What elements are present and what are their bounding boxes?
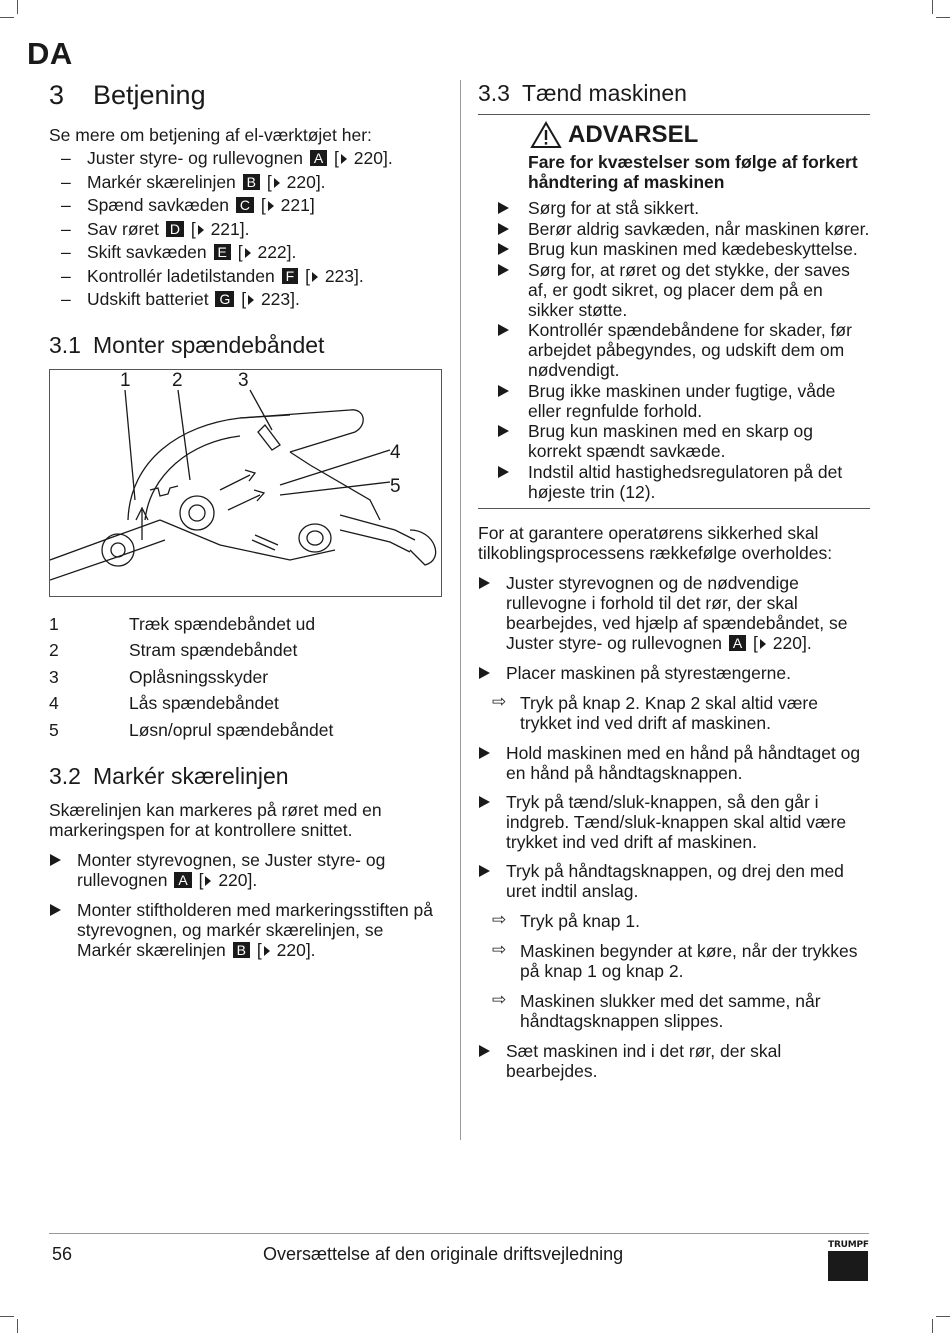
result-item: ⇨ Tryk på knap 1. — [492, 909, 640, 931]
page-ref-arrow-icon — [341, 154, 347, 164]
startup-steps — [478, 1041, 870, 1081]
operation-list — [49, 147, 441, 312]
result-arrow-icon: ⇨ — [492, 939, 507, 959]
startup-steps — [478, 743, 870, 901]
bullet-triangle-icon — [498, 202, 509, 214]
step-item: Placer maskinen på styrestængerne. — [478, 663, 870, 683]
page-ref-link[interactable]: 222]. — [257, 242, 297, 262]
page-ref-arrow-icon — [245, 248, 251, 258]
result-list — [478, 911, 870, 1031]
machine-illustration — [50, 370, 441, 596]
warning-item: Brug kun maskinen med en skarp og korrekt spændt savkæde. — [478, 421, 870, 461]
list-item: – Udskift batteriet G [ 223]. — [61, 289, 300, 309]
key-badge: E — [214, 244, 231, 260]
right-column — [478, 80, 870, 1081]
page-ref-link[interactable]: 221] — [280, 195, 315, 215]
footer-title: Oversættelse af den originale driftsvejledning — [263, 1244, 624, 1264]
list-item: – Spænd savkæden C [ 221] — [61, 195, 315, 215]
page-ref-link[interactable]: 220]. — [276, 940, 316, 960]
page-number: 56 — [52, 1244, 73, 1264]
page-ref-link[interactable]: 221]. — [210, 218, 250, 239]
bullet-triangle-icon — [498, 243, 509, 255]
page-ref-link[interactable]: 220]. — [218, 870, 258, 890]
warning-subtitle: Fare for kvæstelser som følge af forkert håndtering af maskinen — [528, 152, 858, 192]
chapter-heading: 3 Betjening — [49, 80, 206, 110]
figure-label-4: 4 — [390, 441, 401, 463]
intro-text: Se mere om betjening af el-værktøjet her: — [49, 125, 372, 145]
warning-item: Indstil altid hastighedsregulatoren på det højeste trin (12). — [478, 462, 870, 502]
left-column — [49, 80, 441, 960]
key-badge: D — [166, 221, 184, 237]
list-item: – Kontrollér ladetilstanden F [ 223]. — [61, 265, 364, 286]
startup-steps — [478, 573, 870, 683]
page-ref-link[interactable]: 220]. — [286, 171, 326, 192]
bullet-triangle-icon — [50, 854, 61, 866]
list-item: – Juster styre- og rullevognen A [ 220]. — [61, 148, 393, 168]
list-item: – Sav røret D [ 221]. — [61, 218, 250, 239]
result-arrow-icon: ⇨ — [492, 691, 507, 711]
result-arrow-icon: ⇨ — [492, 909, 507, 929]
safety-paragraph: For at garantere operatørens sikkerhed skal tilkoblingsprocessens rækkefølge overholdes: — [478, 522, 833, 563]
key-badge: A — [729, 635, 746, 651]
step-item: Tryk på håndtagsknappen, og drej den med uret indtil anslag. — [478, 861, 870, 901]
page-ref-link[interactable]: 223]. — [324, 265, 364, 286]
page-ref-link[interactable]: 223]. — [260, 289, 300, 309]
legend-row: 3 Oplåsningsskyder — [49, 666, 269, 687]
result-item: ⇨ Maskinen slukker med det samme, når håndtagsknappen slippes. — [492, 989, 821, 1031]
step-item: Juster styrevognen og de nødvendige rullevogne i forhold til det rør, der skal bearbejdes, ved hjælp af spændebåndet, se Juster styre- og rullevognen A [ 220]. — [478, 573, 870, 653]
page-ref-link[interactable]: 220]. — [772, 632, 812, 653]
result-item: ⇨ Tryk på knap 2. Knap 2 skal altid være trykket ind ved drift af maskinen. — [492, 691, 818, 733]
trumpf-logo — [828, 1240, 868, 1281]
figure-label-5: 5 — [390, 475, 401, 497]
step-item: Monter stiftholderen med markeringsstiften på styrevognen, og markér skærelinjen, se Markér skærelinjen B [ 220]. — [49, 900, 441, 960]
key-badge: A — [310, 150, 327, 166]
bullet-triangle-icon — [479, 577, 490, 589]
legend-row: 2 Stram spændebåndet — [49, 640, 298, 660]
page-ref-arrow-icon — [198, 225, 204, 235]
marking-steps — [49, 850, 441, 960]
key-badge: A — [174, 872, 191, 888]
bullet-triangle-icon — [479, 747, 490, 759]
warning-list — [478, 198, 870, 502]
warning-item: Sørg for at stå sikkert. — [478, 198, 870, 218]
warning-box — [478, 121, 870, 502]
language-code: DA — [27, 36, 73, 71]
result-list — [478, 693, 870, 733]
footer-rule — [49, 1233, 869, 1234]
bullet-triangle-icon — [498, 466, 509, 478]
logo-block — [828, 1251, 868, 1281]
result-arrow-icon: ⇨ — [492, 989, 507, 1009]
figure-label-2: 2 — [172, 369, 183, 391]
warning-title: ADVARSEL — [530, 121, 870, 149]
page-ref-link[interactable]: 220]. — [353, 148, 393, 168]
figure-label-1: 1 — [120, 369, 131, 391]
warning-item: Kontrollér spændebåndene for skader, før arbejdet påbegyndes, og udskift dem om nødvendigt. — [478, 320, 870, 380]
page-ref-arrow-icon — [248, 295, 254, 305]
bullet-triangle-icon — [498, 324, 509, 336]
figure-label-3: 3 — [238, 369, 249, 391]
list-item: – Markér skærelinjen B [ 220]. — [61, 171, 326, 192]
warning-item: Berør aldrig savkæden, når maskinen kører. — [478, 219, 870, 239]
warning-item: Brug ikke maskinen under fugtige, våde eller regnfulde forhold. — [478, 381, 870, 421]
section-paragraph: Skærelinjen kan markeres på røret med en markeringspen for at kontrollere snittet. — [49, 800, 382, 840]
key-badge: C — [236, 197, 254, 213]
bullet-triangle-icon — [479, 667, 490, 679]
section-heading-3-1: 3.1 Monter spændebåndet — [49, 331, 325, 358]
page-ref-arrow-icon — [205, 876, 211, 886]
key-badge: G — [215, 291, 234, 307]
bullet-triangle-icon — [50, 904, 61, 916]
legend-row: 1 Træk spændebåndet ud — [49, 613, 316, 634]
key-badge: B — [233, 942, 250, 958]
warning-item: Brug kun maskinen med kædebeskyttelse. — [478, 239, 870, 259]
warning-item: Sørg for, at røret og det stykke, der saves af, er godt sikret, og placer dem på en sikker støtte. — [478, 260, 870, 320]
section-heading-3-2: 3.2 Markér skærelinjen — [49, 763, 289, 789]
page-ref-arrow-icon — [268, 201, 274, 211]
list-item: – Skift savkæden E [ 222]. — [61, 242, 297, 262]
section-heading-3-3: 3.3 Tænd maskinen — [478, 80, 687, 106]
warning-bottom-rule — [478, 508, 870, 509]
bullet-triangle-icon — [479, 865, 490, 877]
logo-wordmark: TRUMPF — [828, 1240, 869, 1250]
key-badge: B — [243, 174, 260, 190]
bullet-triangle-icon — [498, 264, 509, 276]
legend-row: 5 Løsn/oprul spændebåndet — [49, 719, 334, 740]
page-ref-arrow-icon — [312, 272, 318, 282]
page-ref-arrow-icon — [264, 946, 270, 956]
column-separator — [460, 80, 461, 1140]
key-badge: F — [282, 268, 299, 284]
warning-triangle-icon — [530, 121, 562, 149]
page-ref-arrow-icon — [274, 178, 280, 188]
step-item: Hold maskinen med en hånd på håndtaget og en hånd på håndtagsknappen. — [478, 743, 870, 783]
tension-strap-figure — [49, 369, 442, 597]
bullet-triangle-icon — [498, 385, 509, 397]
bullet-triangle-icon — [498, 223, 509, 235]
figure-legend — [49, 611, 441, 744]
page-ref-arrow-icon — [760, 639, 766, 649]
bullet-triangle-icon — [479, 796, 490, 808]
result-item: ⇨ Maskinen begynder at køre, når der trykkes på knap 1 og knap 2. — [492, 939, 858, 981]
legend-row: 4 Lås spændebåndet — [49, 693, 279, 713]
warning-top-rule — [478, 114, 870, 115]
step-item: Sæt maskinen ind i det rør, der skal bearbejdes. — [478, 1041, 870, 1081]
bullet-triangle-icon — [498, 425, 509, 437]
step-item: Tryk på tænd/sluk-knappen, så den går i indgreb. Tænd/sluk-knappen skal altid være trykket ind ved drift af maskinen. — [478, 792, 870, 852]
step-item: Monter styrevognen, se Juster styre- og rullevognen A [ 220]. — [49, 850, 441, 890]
bullet-triangle-icon — [479, 1045, 490, 1057]
